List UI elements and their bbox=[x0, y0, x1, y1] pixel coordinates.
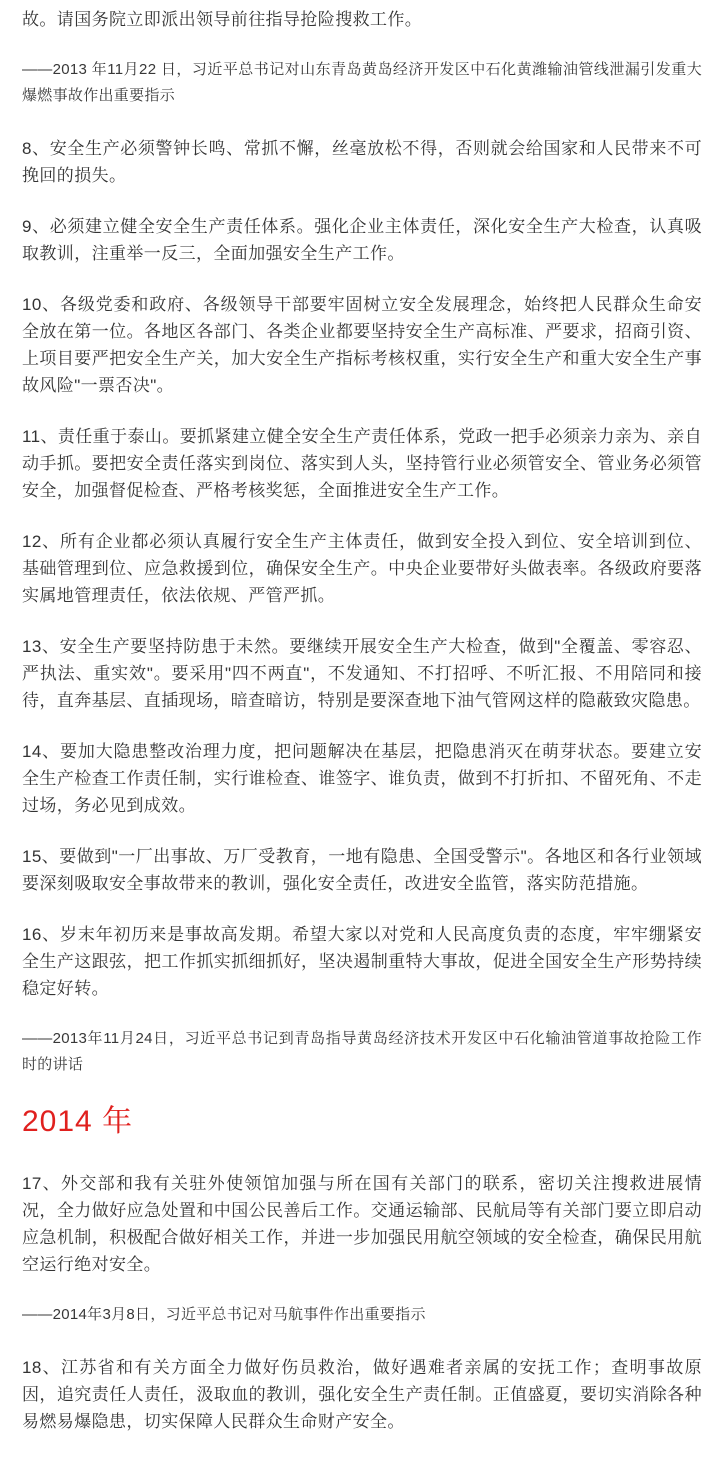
body-paragraph: 9、必须建立健全安全生产责任体系。强化企业主体责任，深化安全生产大检查，认真吸取教训，注重举一反三，全面加强安全生产工作。 bbox=[22, 217, 702, 263]
body-paragraph: 故。请国务院立即派出领导前往指导抢险搜救工作。 bbox=[22, 10, 423, 29]
body-paragraph: 12、所有企业都必须认真履行安全生产主体责任，做到安全投入到位、安全培训到位、基础管理到位、应急救援到位，确保安全生产。中央企业要带好头做表率。各级政府要落实属地管理责任，依法依规、严管严抓。 bbox=[22, 532, 702, 605]
citation-line: ——2013年11月24日，习近平总书记到青岛指导黄岛经济技术开发区中石化输油管道事故抢险工作时的讲话 bbox=[22, 1030, 702, 1073]
body-paragraph: 13、安全生产要坚持防患于未然。要继续开展安全生产大检查，做到"全覆盖、零容忍、严执法、重实效"。要采用"四不两直"，不发通知、不打招呼、不听汇报、不用陪同和接待，直奔基层、直插现场，暗查暗访，特别是要深查地下油气管网这样的隐蔽致灾隐患。 bbox=[22, 637, 702, 710]
body-paragraph: 10、各级党委和政府、各级领导干部要牢固树立安全发展理念，始终把人民群众生命安全放在第一位。各地区各部门、各类企业都要坚持安全生产高标准、严要求，招商引资、上项目要严把安全生产关，加大安全生产指标考核权重，实行安全生产和重大安全生产事故风险"一票否决"。 bbox=[22, 295, 702, 395]
body-paragraph: 8、安全生产必须警钟长鸣、常抓不懈，丝毫放松不得，否则就会给国家和人民带来不可挽回的损失。 bbox=[22, 139, 702, 185]
body-paragraph: 11、责任重于泰山。要抓紧建立健全安全生产责任体系，党政一把手必须亲力亲为、亲自动手抓。要把安全责任落实到岗位、落实到人头，坚持管行业必须管安全、管业务必须管安全，加强督促检查、严格考核奖惩，全面推进安全生产工作。 bbox=[22, 427, 702, 500]
body-paragraph: 14、要加大隐患整改治理力度，把问题解决在基层，把隐患消灭在萌芽状态。要建立安全生产检查工作责任制，实行谁检查、谁签字、谁负责，做到不打折扣、不留死角、不走过场，务必见到成效。 bbox=[22, 742, 702, 815]
citation-line: ——2014年3月8日，习近平总书记对马航事件作出重要指示 bbox=[22, 1306, 426, 1323]
body-paragraph: 16、岁末年初历来是事故高发期。希望大家以对党和人民高度负责的态度，牢牢绷紧安全生产这跟弦，把工作抓实抓细抓好，坚决遏制重特大事故，促进全国安全生产形势持续稳定好转。 bbox=[22, 925, 702, 998]
citation-line: ——2013 年11月22 日，习近平总书记对山东青岛黄岛经济开发区中石化黄潍输油管线泄漏引发重大爆燃事故作出重要指示 bbox=[22, 61, 702, 104]
body-paragraph: 17、外交部和我有关驻外使领馆加强与所在国有关部门的联系，密切关注搜救进展情况，全力做好应急处置和中国公民善后工作。交通运输部、民航局等有关部门要立即启动应急机制，积极配合做好相关工作，并进一步加强民用航空领域的安全检查，确保民用航空运行绝对安全。 bbox=[22, 1174, 702, 1274]
body-paragraph: 18、江苏省和有关方面全力做好伤员救治，做好遇难者亲属的安抚工作；查明事故原因，追究责任人责任，汲取血的教训，强化安全生产责任制。正值盛夏，要切实消除各种易燃易爆隐患，切实保障人民群众生命财产安全。 bbox=[22, 1358, 702, 1431]
year-heading: 2014 年 bbox=[22, 1105, 134, 1138]
body-paragraph: 15、要做到"一厂出事故、万厂受教育，一地有隐患、全国受警示"。各地区和各行业领域要深刻吸取安全事故带来的教训，强化安全责任，改进安全监管，落实防范措施。 bbox=[22, 847, 702, 893]
